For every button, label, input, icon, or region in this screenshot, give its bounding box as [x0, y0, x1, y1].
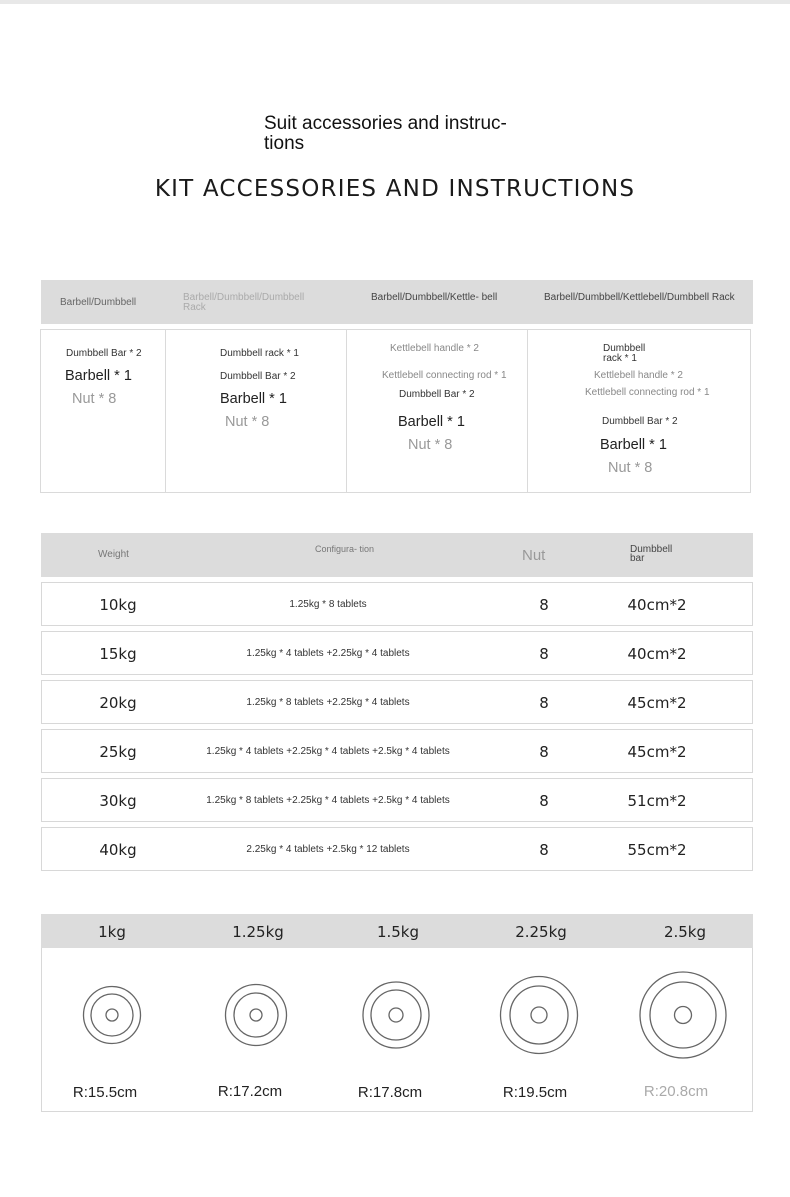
bar-header: Dumbbell bar — [630, 544, 673, 564]
kit-item: Barbell * 1 — [600, 437, 667, 453]
kit-header-3: Barbell/Dumbbell/Kettle- bell — [371, 292, 498, 303]
config-cell: 1.25kg * 8 tablets +2.25kg * 4 tablets — [246, 697, 410, 708]
plate-weight-label: 1.25kg — [232, 923, 284, 941]
kit-item: Nut * 8 — [608, 460, 653, 476]
kit-header-4: Barbell/Dumbbell/Kettlebell/Dumbbell Rack — [544, 292, 735, 303]
bar-cell: 45cm*2 — [627, 743, 687, 761]
table-row — [41, 680, 753, 724]
bar-cell: 40cm*2 — [627, 645, 687, 663]
kit-item: Nut * 8 — [225, 414, 270, 430]
plate-radius-label: R:20.8cm — [643, 1083, 709, 1100]
bar-cell: 45cm*2 — [627, 694, 687, 712]
plate-radius-label: R:15.5cm — [72, 1084, 138, 1101]
weight-cell: 25kg — [99, 743, 137, 761]
kit-table-header — [41, 280, 753, 324]
page-title: KIT ACCESSORIES AND INSTRUCTIONS — [154, 176, 636, 202]
bar-cell: 51cm*2 — [627, 792, 687, 810]
kit-divider — [346, 330, 347, 492]
kit-item: Kettlebell connecting rod * 1 — [585, 387, 710, 398]
config-cell: 1.25kg * 4 tablets +2.25kg * 4 tablets — [246, 648, 410, 659]
kit-item: Kettlebell handle * 2 — [594, 370, 683, 381]
table-row — [41, 778, 753, 822]
kit-header-2: Barbell/Dumbbell/Dumbbell Rack — [183, 292, 305, 313]
kit-item: Dumbbell Bar * 2 — [399, 389, 475, 400]
weight-cell: 15kg — [99, 645, 137, 663]
table-row — [41, 631, 753, 675]
bar-cell: 55cm*2 — [627, 841, 687, 859]
kit-item: Kettlebell connecting rod * 1 — [382, 370, 507, 381]
configuration-header: Configura- tion — [315, 544, 375, 554]
config-cell: 1.25kg * 4 tablets +2.25kg * 4 tablets +2.5kg * 4 tablets — [206, 746, 450, 757]
plates-panel — [41, 948, 753, 1112]
bar-cell: 40cm*2 — [627, 596, 687, 614]
kit-item: Dumbbell rack * 1 — [220, 348, 299, 359]
weight-cell: 20kg — [99, 694, 137, 712]
plate-1kg-icon — [84, 987, 141, 1044]
plate-radius-label: R:17.8cm — [357, 1084, 423, 1101]
nut-cell: 8 — [539, 694, 549, 712]
table-row — [41, 827, 753, 871]
plate-1-25kg-icon — [226, 985, 287, 1046]
kit-item: Nut * 8 — [408, 437, 453, 453]
kit-divider — [527, 330, 528, 492]
kit-item: Dumbbell Bar * 2 — [602, 416, 678, 427]
nut-header: Nut — [522, 547, 546, 564]
plate-weights-header — [41, 914, 753, 948]
weight-cell: 30kg — [99, 792, 137, 810]
kit-item: Kettlebell handle * 2 — [390, 343, 479, 354]
kit-table-body — [40, 329, 751, 493]
config-cell: 2.25kg * 4 tablets +2.5kg * 12 tablets — [246, 844, 410, 855]
nut-cell: 8 — [539, 645, 549, 663]
nut-cell: 8 — [539, 743, 549, 761]
page-subtitle: Suit accessories and instruc- tions — [264, 113, 507, 154]
config-cell: 1.25kg * 8 tablets — [289, 599, 367, 610]
kit-item: Barbell * 1 — [220, 391, 287, 407]
weight-header: Weight — [98, 549, 129, 560]
nut-cell: 8 — [539, 841, 549, 859]
plate-weight-label: 1kg — [98, 923, 126, 941]
plate-weight-label: 1.5kg — [376, 923, 420, 941]
kit-item: Dumbbell rack * 1 — [603, 343, 646, 364]
top-divider — [0, 0, 790, 4]
kit-item: Nut * 8 — [72, 391, 117, 407]
kit-item: Barbell * 1 — [398, 414, 465, 430]
plate-2-25kg-icon — [501, 977, 578, 1054]
plate-1-5kg-icon — [363, 982, 429, 1048]
table-row — [41, 729, 753, 773]
kit-header-1: Barbell/Dumbbell — [60, 297, 137, 308]
nut-cell: 8 — [539, 596, 549, 614]
weight-cell: 10kg — [99, 596, 137, 614]
plate-weight-label: 2.5kg — [663, 923, 707, 941]
nut-cell: 8 — [539, 792, 549, 810]
config-cell: 1.25kg * 8 tablets +2.25kg * 4 tablets +2.5kg * 4 tablets — [206, 795, 450, 806]
table-row — [41, 582, 753, 626]
weight-table-header — [41, 533, 753, 577]
kit-item: Dumbbell Bar * 2 — [220, 371, 296, 382]
plate-radius-label: R:17.2cm — [217, 1083, 283, 1100]
kit-item: Dumbbell Bar * 2 — [66, 348, 142, 359]
kit-divider — [165, 330, 166, 492]
plate-weight-label: 2.25kg — [515, 923, 567, 941]
plate-2-5kg-icon — [640, 972, 726, 1058]
kit-item: Barbell * 1 — [65, 368, 132, 384]
weight-cell: 40kg — [99, 841, 137, 859]
plate-radius-label: R:19.5cm — [502, 1084, 568, 1101]
